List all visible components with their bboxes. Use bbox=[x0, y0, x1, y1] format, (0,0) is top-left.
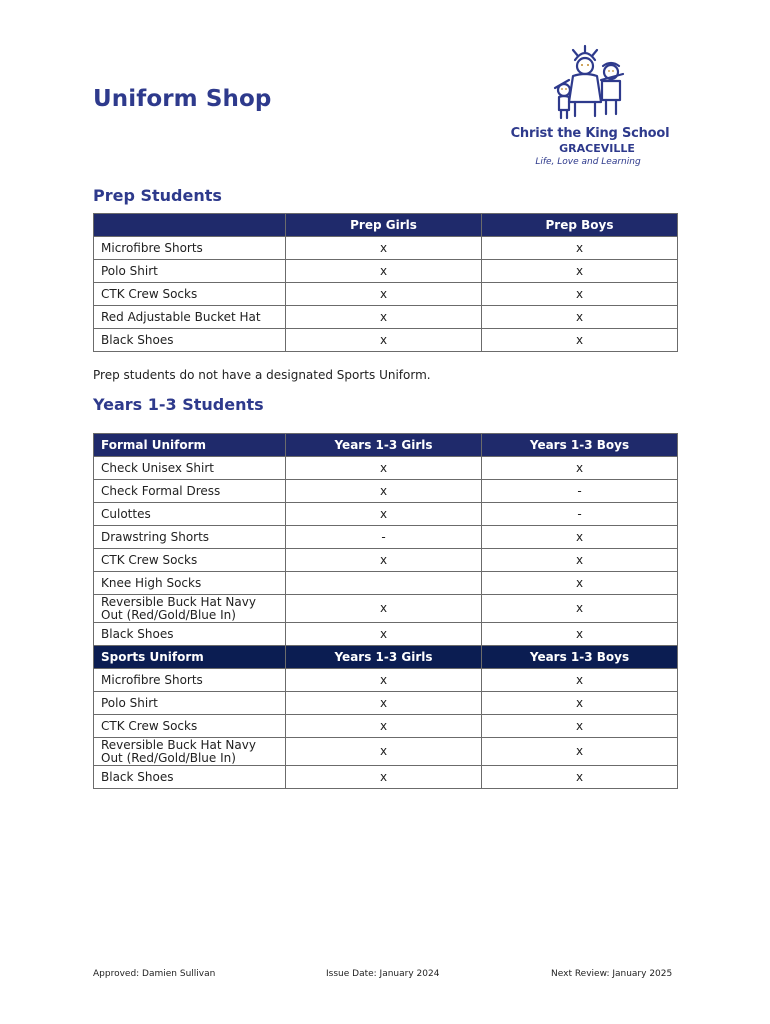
boys-cell: x bbox=[482, 595, 678, 623]
years-heading: Years 1-3 Students bbox=[93, 395, 264, 414]
girls-cell: x bbox=[286, 692, 482, 715]
sports-header-row bbox=[94, 646, 678, 669]
boys-cell: x bbox=[482, 237, 678, 260]
school-suburb: GRACEVILLE bbox=[559, 142, 635, 155]
item-cell: Reversible Buck Hat Navy Out (Red/Gold/Blue In) bbox=[94, 738, 286, 766]
girls-cell: x bbox=[286, 595, 482, 623]
table-row bbox=[94, 595, 678, 623]
table-row bbox=[94, 669, 678, 692]
column-header: Sports Uniform bbox=[94, 646, 286, 669]
girls-cell: x bbox=[286, 480, 482, 503]
item-cell: Polo Shirt bbox=[94, 692, 286, 715]
item-cell: Reversible Buck Hat Navy Out (Red/Gold/Blue In) bbox=[94, 595, 286, 623]
boys-cell: x bbox=[482, 623, 678, 646]
table-row bbox=[94, 457, 678, 480]
table-row bbox=[94, 526, 678, 549]
girls-cell: x bbox=[286, 306, 482, 329]
table-row bbox=[94, 715, 678, 738]
boys-cell: x bbox=[482, 692, 678, 715]
item-cell: Check Formal Dress bbox=[94, 480, 286, 503]
girls-cell bbox=[286, 572, 482, 595]
boys-cell: x bbox=[482, 526, 678, 549]
boys-cell: x bbox=[482, 260, 678, 283]
girls-cell: x bbox=[286, 260, 482, 283]
column-header: Years 1-3 Boys bbox=[482, 434, 678, 457]
girls-cell: x bbox=[286, 329, 482, 352]
item-cell: CTK Crew Socks bbox=[94, 549, 286, 572]
column-header bbox=[94, 214, 286, 237]
table-row bbox=[94, 623, 678, 646]
girls-cell: - bbox=[286, 526, 482, 549]
table-row bbox=[94, 237, 678, 260]
girls-cell: x bbox=[286, 457, 482, 480]
item-cell: Knee High Socks bbox=[94, 572, 286, 595]
boys-cell: x bbox=[482, 715, 678, 738]
school-logo bbox=[505, 44, 675, 170]
boys-cell: x bbox=[482, 457, 678, 480]
table-row bbox=[94, 283, 678, 306]
prep-note: Prep students do not have a designated Sports Uniform. bbox=[93, 368, 431, 382]
girls-cell: x bbox=[286, 715, 482, 738]
girls-cell: x bbox=[286, 766, 482, 789]
boys-cell: x bbox=[482, 738, 678, 766]
children-illustration-icon bbox=[545, 44, 635, 124]
page-title: Uniform Shop bbox=[93, 86, 272, 112]
column-header: Years 1-3 Girls bbox=[286, 434, 482, 457]
footer-next-review: Next Review: January 2025 bbox=[551, 969, 673, 979]
table-row bbox=[94, 766, 678, 789]
table-row bbox=[94, 692, 678, 715]
table-row bbox=[94, 572, 678, 595]
item-cell: CTK Crew Socks bbox=[94, 283, 286, 306]
boys-cell: - bbox=[482, 480, 678, 503]
item-cell: CTK Crew Socks bbox=[94, 715, 286, 738]
girls-cell: x bbox=[286, 237, 482, 260]
girls-cell: x bbox=[286, 669, 482, 692]
footer-approved: Approved: Damien Sullivan bbox=[93, 969, 216, 979]
boys-cell: x bbox=[482, 669, 678, 692]
item-cell: Polo Shirt bbox=[94, 260, 286, 283]
table-row bbox=[94, 260, 678, 283]
boys-cell: x bbox=[482, 283, 678, 306]
prep-table bbox=[93, 213, 678, 352]
table-row bbox=[94, 306, 678, 329]
item-cell: Red Adjustable Bucket Hat bbox=[94, 306, 286, 329]
item-cell: Microfibre Shorts bbox=[94, 669, 286, 692]
item-cell: Black Shoes bbox=[94, 329, 286, 352]
table-row bbox=[94, 503, 678, 526]
table-row bbox=[94, 480, 678, 503]
column-header: Formal Uniform bbox=[94, 434, 286, 457]
table-row bbox=[94, 549, 678, 572]
school-tagline: Life, Love and Learning bbox=[535, 157, 641, 167]
girls-cell: x bbox=[286, 503, 482, 526]
formal-header-row bbox=[94, 434, 678, 457]
girls-cell: x bbox=[286, 623, 482, 646]
column-header: Years 1-3 Boys bbox=[482, 646, 678, 669]
girls-cell: x bbox=[286, 283, 482, 306]
girls-cell: x bbox=[286, 549, 482, 572]
item-cell: Drawstring Shorts bbox=[94, 526, 286, 549]
boys-cell: x bbox=[482, 329, 678, 352]
table-row bbox=[94, 329, 678, 352]
item-cell: Black Shoes bbox=[94, 623, 286, 646]
column-header: Prep Girls bbox=[286, 214, 482, 237]
boys-cell: x bbox=[482, 549, 678, 572]
years-table bbox=[93, 433, 678, 789]
item-cell: Black Shoes bbox=[94, 766, 286, 789]
table-row bbox=[94, 738, 678, 766]
item-cell: Check Unisex Shirt bbox=[94, 457, 286, 480]
boys-cell: x bbox=[482, 766, 678, 789]
girls-cell: x bbox=[286, 738, 482, 766]
prep-heading: Prep Students bbox=[93, 186, 222, 205]
column-header: Years 1-3 Girls bbox=[286, 646, 482, 669]
school-name: Christ the King School bbox=[510, 126, 670, 141]
boys-cell: - bbox=[482, 503, 678, 526]
footer-issue-date: Issue Date: January 2024 bbox=[326, 969, 440, 979]
item-cell: Culottes bbox=[94, 503, 286, 526]
boys-cell: x bbox=[482, 306, 678, 329]
boys-cell: x bbox=[482, 572, 678, 595]
item-cell: Microfibre Shorts bbox=[94, 237, 286, 260]
column-header: Prep Boys bbox=[482, 214, 678, 237]
